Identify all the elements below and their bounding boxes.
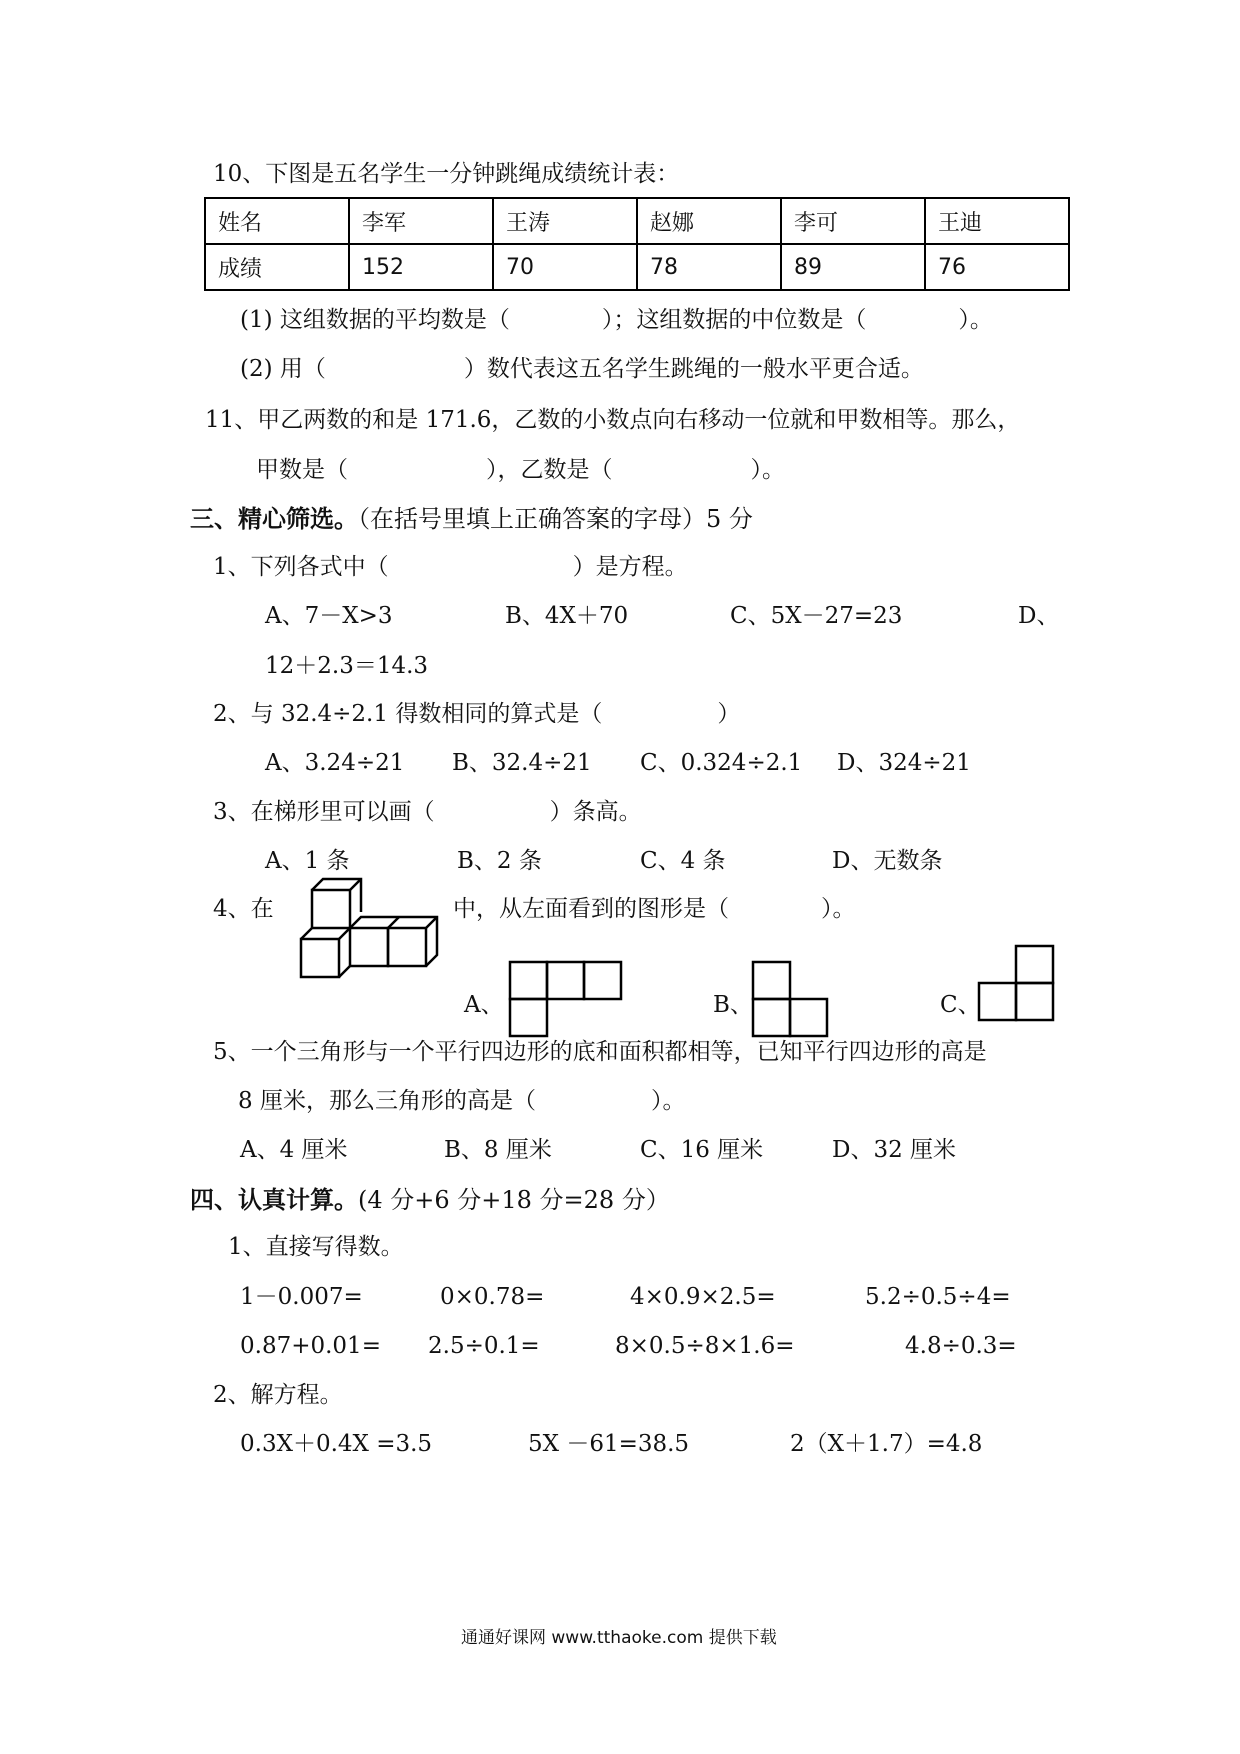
- equation-item: 5X －61=38.5: [528, 1431, 690, 1457]
- s3-q4-suffix: 中，从左面看到的图形是（ ）。: [453, 896, 856, 922]
- section4-heading: [190, 1185, 670, 1214]
- q10-sub1: (1) 这组数据的平均数是（ ）；这组数据的中位数是（ ）。: [240, 307, 993, 333]
- section4-title: 四、认真计算。: [190, 1185, 358, 1214]
- table-cell: 王迪: [925, 198, 1069, 244]
- view-b-shape: [751, 960, 831, 1040]
- s3-q1-option-d: D、: [1018, 603, 1060, 629]
- s3-q2-text: 2、与 32.4÷2.1 得数相同的算式是（ ）: [213, 701, 741, 727]
- s3-q5-option-d: D、32 厘米: [832, 1137, 957, 1163]
- s4-p1-title: 1、直接写得数。: [228, 1234, 404, 1260]
- s3-q1-option-c: C、5X－27=23: [730, 603, 903, 629]
- table-row: [205, 244, 1069, 290]
- calc-item: 2.5÷0.1=: [428, 1333, 540, 1359]
- table-cell: 78: [637, 244, 781, 290]
- s3-q3-option-d: D、无数条: [832, 848, 943, 874]
- calc-item: 4×0.9×2.5=: [630, 1284, 776, 1310]
- calc-item: 5.2÷0.5÷4=: [865, 1284, 1011, 1310]
- cube-stack-figure: [298, 876, 443, 981]
- table-cell: 76: [925, 244, 1069, 290]
- s3-q2-option-b: B、32.4÷21: [452, 750, 592, 776]
- calc-item: 0×0.78=: [440, 1284, 545, 1310]
- s3-q1-option-a: A、7－X>3: [265, 603, 393, 629]
- section3-note: （在括号里填上正确答案的字母）5 分: [358, 505, 753, 533]
- s3-q3-text: 3、在梯形里可以画（ ）条高。: [213, 799, 642, 825]
- table-cell: 赵娜: [637, 198, 781, 244]
- s3-q1-option-b: B、4X＋70: [505, 603, 629, 629]
- s3-q2-option-d: D、324÷21: [837, 750, 971, 776]
- s3-q4-prefix: 4、在: [213, 896, 274, 922]
- q11-line1: 11、甲乙两数的和是 171.6，乙数的小数点向右移动一位就和甲数相等。那么，: [205, 407, 1021, 433]
- s3-q5-line2: 8 厘米，那么三角形的高是（ ）。: [238, 1088, 686, 1114]
- score-table: [204, 197, 1070, 291]
- s3-q3-option-a: A、1 条: [265, 848, 350, 874]
- calc-item: 1－0.007=: [240, 1284, 363, 1310]
- s3-q1-text: 1、下列各式中（ ）是方程。: [213, 554, 688, 580]
- table-cell: 李可: [781, 198, 925, 244]
- s3-q5-line1: 5、一个三角形与一个平行四边形的底和面积都相等，已知平行四边形的高是: [213, 1039, 987, 1065]
- calc-item: 8×0.5÷8×1.6=: [615, 1333, 795, 1359]
- table-row: [205, 198, 1069, 244]
- s3-q3-option-b: B、2 条: [457, 848, 542, 874]
- view-a-shape: [508, 960, 624, 1040]
- table-cell: 70: [493, 244, 637, 290]
- s3-q2-option-c: C、0.324÷2.1: [640, 750, 803, 776]
- calc-item: 4.8÷0.3=: [905, 1333, 1017, 1359]
- s3-q4-option-b: B、: [713, 992, 753, 1018]
- section3-heading: [190, 504, 753, 533]
- s3-q5-option-a: A、4 厘米: [240, 1137, 348, 1163]
- table-cell: 姓名: [205, 198, 349, 244]
- section4-note: (4 分+6 分+18 分=28 分）: [358, 1186, 670, 1214]
- calc-item: 0.87+0.01=: [240, 1333, 381, 1359]
- q11-line2: 甲数是（ ），乙数是（ ）。: [256, 457, 785, 483]
- s4-p2-title: 2、解方程。: [213, 1382, 343, 1408]
- s3-q1-option-d-cont: 12＋2.3＝14.3: [265, 653, 429, 679]
- footer-text: 通通好课网 www.tthaoke.com 提供下载: [461, 1628, 777, 1648]
- s3-q5-option-c: C、16 厘米: [640, 1137, 764, 1163]
- table-cell: 王涛: [493, 198, 637, 244]
- section3-title: 三、精心筛选。: [190, 504, 358, 533]
- table-cell: 152: [349, 244, 493, 290]
- equation-item: 0.3X＋0.4X =3.5: [240, 1431, 433, 1457]
- table-cell: 成绩: [205, 244, 349, 290]
- s3-q3-option-c: C、4 条: [640, 848, 726, 874]
- table-cell: 89: [781, 244, 925, 290]
- q10-sub2: (2) 用（ ）数代表这五名学生跳绳的一般水平更合适。: [240, 356, 924, 382]
- s3-q4-option-c: C、: [940, 992, 981, 1018]
- s3-q5-option-b: B、8 厘米: [444, 1137, 552, 1163]
- s3-q2-option-a: A、3.24÷21: [265, 750, 405, 776]
- s3-q4-option-a: A、: [464, 992, 504, 1018]
- table-cell: 李军: [349, 198, 493, 244]
- q10-title: 10、下图是五名学生一分钟跳绳成绩统计表：: [213, 161, 680, 187]
- view-c-shape: [977, 944, 1057, 1024]
- equation-item: 2（X＋1.7）=4.8: [790, 1431, 983, 1457]
